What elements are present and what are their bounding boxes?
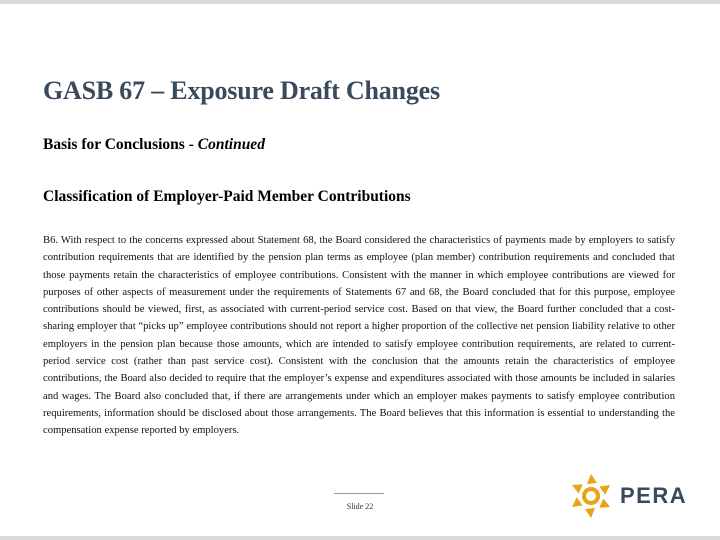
footer-divider bbox=[334, 493, 384, 494]
logo-text: PERA bbox=[620, 483, 688, 508]
slide-number: Slide 22 bbox=[346, 502, 374, 511]
section-heading: Classification of Employer-Paid Member Contributions bbox=[43, 188, 411, 205]
body-paragraph: B6. With respect to the concerns expressed about Statement 68, the Board considered the characteristics of payments made by employers to satisfy contribution requirements that are identified by the pension plan terms as employee (plan member) contribution requirements and concluded that those payments retain the characteristics of employee contributions. Consistent with the manner in which employee contributions are viewed for purposes of other aspects of measurement under the requirements of Statements 67 and 68, the Board concluded that for this purpose, employee contributions should be viewed, first, as associated with current-period service cost. Based on that view, the Board further concluded that a cost-sharing employer that “picks up” employee contributions should not report a higher proportion of the collective net pension liability relative to other employers in the pension plan because those amounts, which are intended to satisfy employee contribution requirements, are related to current-period service cost (rather than past service cost). Consistent with the conclusion that the amounts retain the characteristics of employee contributions, the Board also decided to require that the employer’s expense and expenditures associated with those amounts be included in salaries and wages. The Board also concluded that, if there are arrangements under which an employer makes payments to satisfy employee contribution requirements, information should be disclosed about those arrangements. The Board believes that this information is essential to understanding the compensation expense reported by employers. bbox=[43, 235, 675, 437]
top-accent-bar bbox=[0, 0, 720, 4]
slide-title: GASB 67 – Exposure Draft Changes bbox=[43, 76, 440, 105]
slide-subtitle bbox=[43, 136, 265, 154]
subtitle-main: Basis for Conclusions - bbox=[43, 136, 198, 153]
subtitle-emphasis: Continued bbox=[197, 136, 265, 153]
pera-logo bbox=[568, 473, 687, 519]
pera-sun-icon bbox=[568, 473, 614, 519]
bottom-accent-bar bbox=[0, 536, 720, 540]
